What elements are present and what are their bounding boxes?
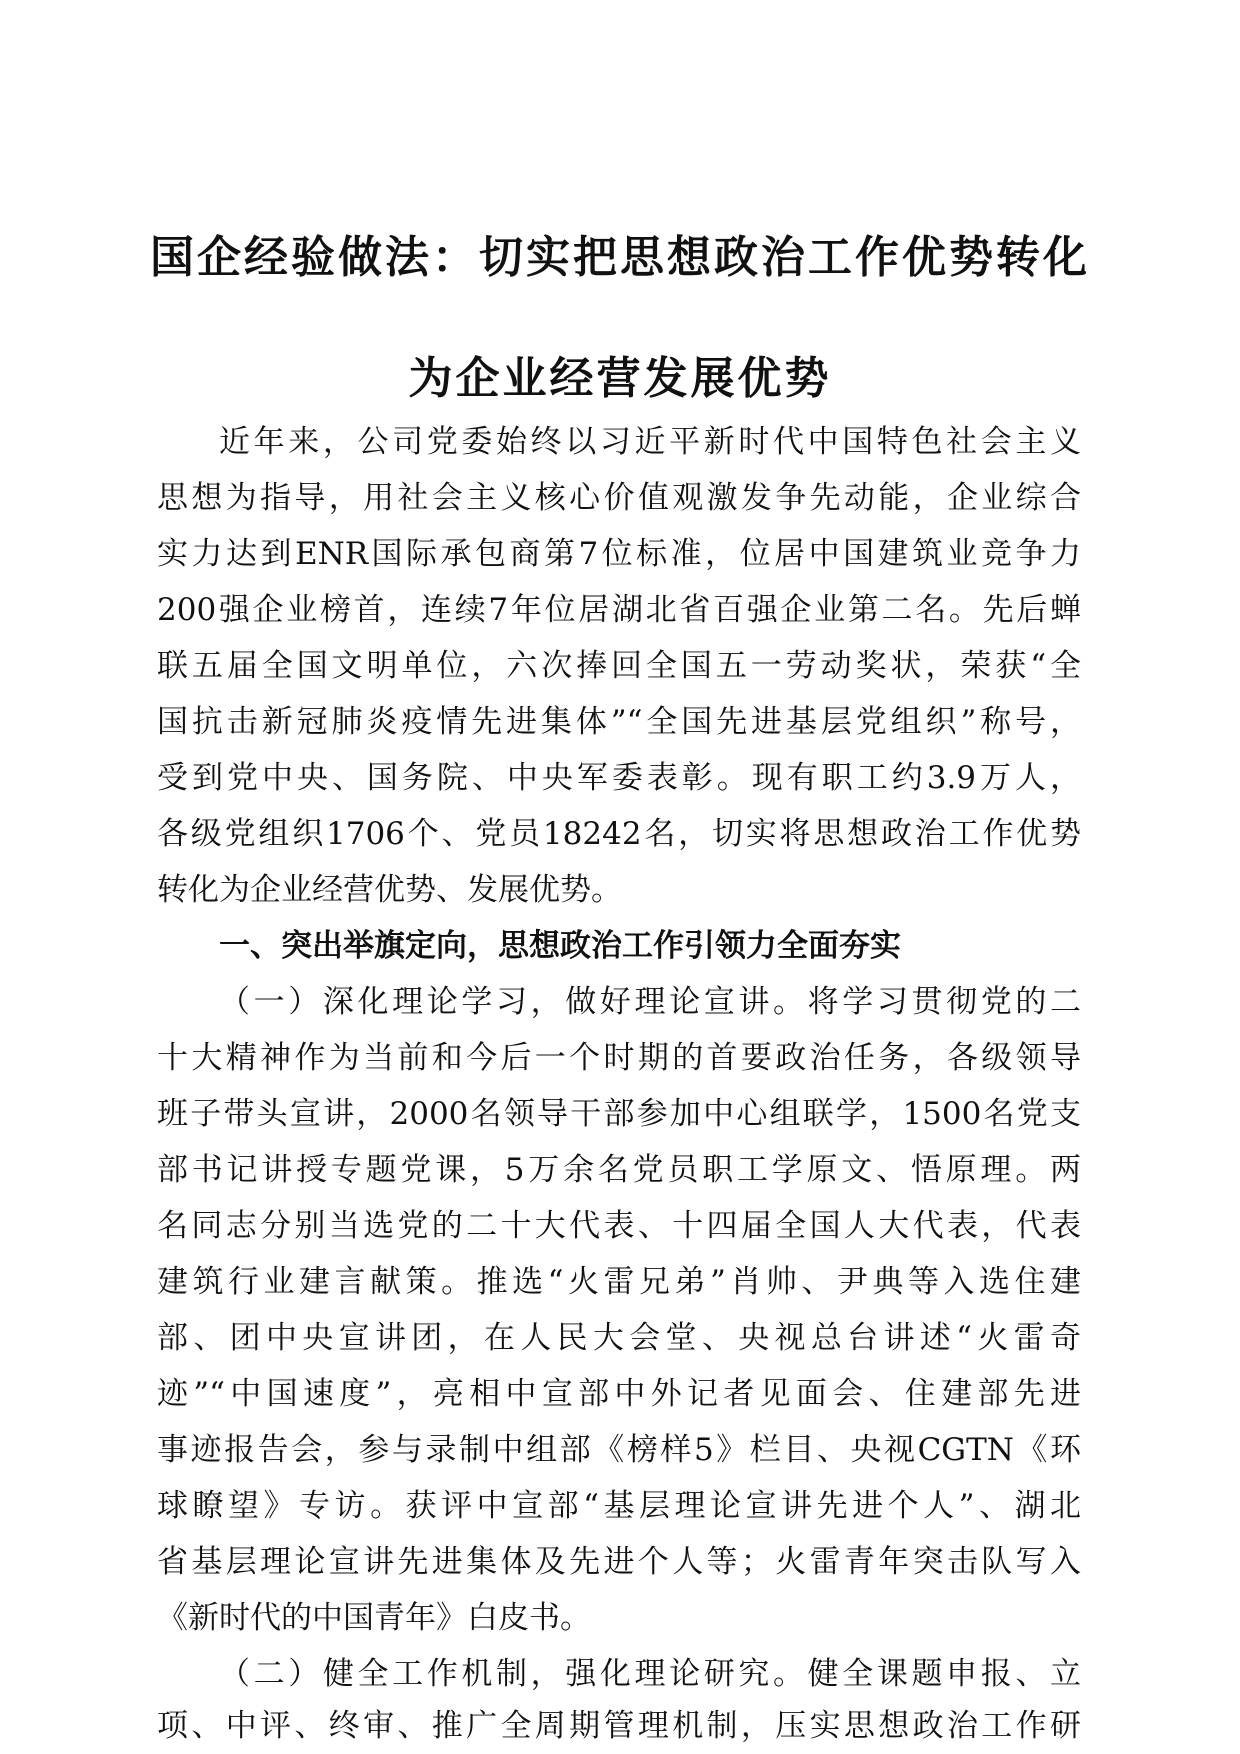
intro-paragraph-line: 受到党中央、国务院、中央军委表彰。现有职工约3.9万人， — [157, 760, 1081, 796]
subsection-paragraph-line: 《新时代的中国青年》白皮书。 — [157, 1600, 591, 1636]
intro-paragraph-line: 各级党组织1706个、党员18242名，切实将思想政治工作优势 — [157, 816, 1081, 852]
subsection-paragraph-line: 建筑行业建言献策。推选“火雷兄弟”肖帅、尹典等入选住建 — [157, 1264, 1081, 1300]
subsection-paragraph-line: 事迹报告会，参与录制中组部《榜样5》栏目、央视CGTN《环 — [157, 1432, 1081, 1468]
subsection-paragraph-line: 球瞭望》专访。获评中宣部“基层理论宣讲先进个人”、湖北 — [157, 1488, 1081, 1524]
subsection-paragraph-line: 部书记讲授专题党课，5万余名党员职工学原文、悟原理。两 — [157, 1152, 1081, 1188]
subsection-paragraph-line: 项、中评、终审、推广全周期管理机制，压实思想政治工作研 — [157, 1708, 1081, 1744]
document-title-line-2: 为企业经营发展优势 — [408, 353, 832, 404]
subsection-paragraph-line: 省基层理论宣讲先进集体及先进个人等；火雷青年突击队写入 — [157, 1544, 1081, 1580]
intro-paragraph-line: 联五届全国文明单位，六次捧回全国五一劳动奖状，荣获“全 — [157, 648, 1081, 684]
subsection-paragraph-line: 部、团中央宣讲团，在人民大会堂、央视总台讲述“火雷奇 — [157, 1320, 1081, 1356]
section-heading: 一、突出举旗定向，思想政治工作引领力全面夯实 — [219, 928, 901, 964]
subsection-paragraph-line: 班子带头宣讲，2000名领导干部参加中心组联学，1500名党支 — [157, 1096, 1081, 1132]
subsection-paragraph-line: （二）健全工作机制，强化理论研究。健全课题申报、立 — [219, 1656, 1081, 1692]
subsection-paragraph-line: 名同志分别当选党的二十大代表、十四届全国人大代表，代表 — [157, 1208, 1081, 1244]
document-title-line-1: 国企经验做法：切实把思想政治工作优势转化 — [150, 232, 1090, 283]
intro-paragraph-line: 转化为企业经营优势、发展优势。 — [157, 872, 622, 908]
intro-paragraph-line: 国抗击新冠肺炎疫情先进集体”“全国先进基层党组织”称号， — [157, 704, 1081, 740]
subsection-paragraph-line: 迹”“中国速度”，亮相中宣部中外记者见面会、住建部先进 — [157, 1376, 1081, 1412]
intro-paragraph-line: 思想为指导，用社会主义核心价值观激发争先动能，企业综合 — [157, 480, 1081, 516]
intro-paragraph-line: 200强企业榜首，连续7年位居湖北省百强企业第二名。先后蝉 — [157, 592, 1081, 628]
intro-paragraph-line: 实力达到ENR国际承包商第7位标准，位居中国建筑业竞争力 — [157, 536, 1081, 572]
subsection-paragraph-line: （一）深化理论学习，做好理论宣讲。将学习贯彻党的二 — [219, 984, 1081, 1020]
subsection-paragraph-line: 十大精神作为当前和今后一个时期的首要政治任务，各级领导 — [157, 1040, 1081, 1076]
intro-paragraph-line: 近年来，公司党委始终以习近平新时代中国特色社会主义 — [219, 424, 1081, 460]
